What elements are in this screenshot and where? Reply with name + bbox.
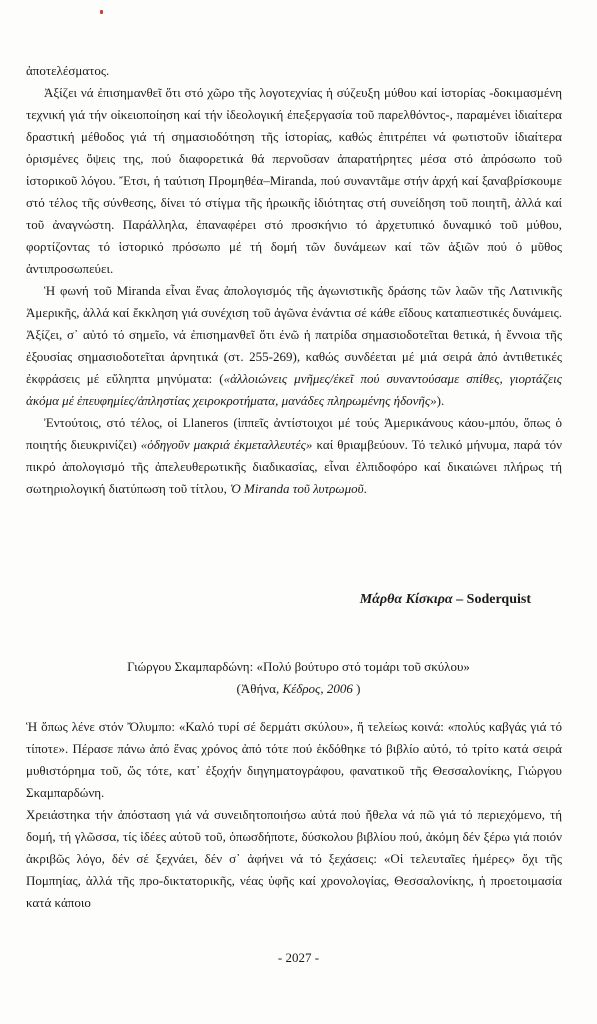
review-paragraph-2: Χρειάστηκα τήν ἀπόσταση γιά νά συνειδητοποιήσω αὐτά πού ἤθελα νά πῶ γιά τό περιεχόμενο, τή δομή, τή γλῶσσα, τίς ἰδέες αὐτοῦ τοῦ, ὁπωσδήποτε, δύσκολου βιβλίου πού, ἀκόμη δέν ξέρω γιά ποιόν ἀκριβῶς λόγο, δέν σέ ξεχνάει, δέν σ᾽ ἀφήνει νά τό ξεχάσεις: «Οἱ τελευταῖες ἡμέρες» ὄχι τῆς Πομπηίας, ἀλλά τῆς προ-δικτατορικῆς, νέας ὑφῆς καί χρονολογίας, Θεσσαλονίκης, ἡ προετοιμασία κατά κάποιο bbox=[26, 807, 562, 910]
author-name: Μάρθα Κίσκιρα bbox=[359, 592, 453, 607]
publication-place: (Ἀθήνα, bbox=[236, 681, 283, 696]
paragraph-2-text: Ἡ φωνή τοῦ Miranda εἶναι ἕνας ἀπολογισμός τῆς ἀγωνιστικῆς δράσης τῶν λαῶν τῆς Λατινικῆς Ἀμερικῆς, ἀλλά καί ἔκκληση γιά συνέχιση τοῦ ἀγῶνα ἐνάντια σέ κάθε εἴδους καταπιεστικές δυνάμεις. Ἀξίζει, σ᾽ αὐτό τό σημεῖο, νά ἐπισημανθεῖ ὅτι ἐνῶ ἡ πατρίδα σημασιοδοτεῖται θετικά, ἡ ἔννοια τῆς ἐξουσίας σημασιοδοτεῖται ἀρνητικά (στ. 255-269), καθώς συνδέεται μέ μιά σειρά ἀπό ἀντιθετικές ἐκφράσεις μέ εὔληπτα μηνύματα: ( bbox=[26, 283, 562, 386]
review-publication bbox=[0, 678, 597, 700]
poem-title: Ὁ Miranda τοῦ λυτρωμοῦ bbox=[230, 481, 364, 496]
review-text bbox=[26, 716, 562, 914]
author-affiliation: Soderquist bbox=[466, 592, 531, 607]
page-number: - 2027 - bbox=[277, 950, 320, 965]
review-title: Γιώργου Σκαμπαρδώνη: «Πολύ βούτυρο στό τομάρι τοῦ σκύλου» bbox=[127, 659, 470, 674]
quoted-phrase: «ὁδηγοῦν μακριά ἐκμεταλλευτές» bbox=[140, 437, 313, 452]
essay-text bbox=[26, 60, 562, 500]
signature-separator: – bbox=[452, 592, 467, 607]
publication-close: ) bbox=[352, 681, 361, 696]
review-paragraph-1: Ἡ ὅπως λένε στόν Ὄλυμπο: «Καλό τυρί σέ δερμάτι σκύλου», ἤ τελείως κοινά: «πολύς καβγάς γιά τό τίποτε». Πέρασε πάνω ἀπό ἕνας χρόνος ἀπό τότε πού ἐκδόθηκε τό βιβλίο αὐτό, τό τρίτο κατά σειρά μυθιστόρημα τοῦ, ὥς τότε, κατ᾽ ἐξοχήν διηγηματογράφου, φανατικοῦ τῆς Θεσσαλονίκης, Γιώργου Σκαμπαρδώνη. bbox=[26, 719, 562, 800]
publisher-year: Κέδρος, 2006 bbox=[282, 681, 353, 696]
quoted-verses: «ἀλλοιώνεις μνῆμες/ἐκεῖ πού συναντούσαμε σπίθες, γιορτάζεις ἀκόμα μέ ἐπευφημίες/ἀπληστίας χειροκροτήματα, μανάδες πληρωμένης ἡδονῆς» bbox=[26, 371, 562, 408]
author-signature bbox=[360, 592, 531, 608]
paragraph-2 bbox=[26, 280, 562, 412]
red-ink-mark bbox=[100, 10, 103, 14]
paragraph-2-end: ). bbox=[436, 393, 445, 408]
paragraph-3-end: . bbox=[363, 481, 367, 496]
paragraph-1: Ἀξίζει νά ἐπισημανθεῖ ὅτι στό χῶρο τῆς λογοτεχνίας ἡ σύζευξη μύθου καί ἱστορίας -δοκιμασμένη τεχνική γιά τήν οἰκειοποίηση καί τήν ἰδεολογική ἐπεξεργασία τοῦ παρελθόντος-, παραμένει ἰδιαίτερα δραστική μέθοδος γιά τή σημασιοδότηση τῆς ἱστορίας, καθώς ἐπιτρέπει νά φωτιστοῦν ἰδιαίτερα ὁρισμένες ὄψεις της, πού διαφορετικά θά περνοῦσαν ἀπαρατήρητες μέσα στό ἀπρόσωπο τοῦ ἱστορικοῦ λόγου. Ἔτσι, ἡ ταύτιση Προμηθέα–Miranda, πού συναντᾶμε στήν ἀρχή καί ξαναβρίσκουμε στό τέλος τῆς σύνθεσης, δίνει τό στίγμα τῆς ἡρωικῆς ἰδιότητας στή συνείδηση τοῦ ποιητῆ, ἀλλά καί τοῦ ἀναγνώστη. Παράλληλα, ἐπαναφέρει στό προσκήνιο τό ἀρχετυπικό δυναμικό τοῦ μύθου, φορτίζοντας τό ἱστορικό πρόσωπο μέ τή δομή τῶν δυνάμεων καί τῶν ἀξιῶν πού ὁ μῦθος ἀντιπροσωπεύει. bbox=[26, 85, 562, 276]
paragraph-0: ἀποτελέσματος. bbox=[26, 63, 110, 78]
paragraph-3 bbox=[26, 412, 562, 500]
paragraph-3-mid: καί θριαμβεύουν. Τό τελικό μήνυμα, παρά τόν πικρό ἀπολογισμό τῆς ἀπελευθερωτικῆς διαδικασίας, εἶναι ἐλπιδοφόρο καί δικαιώνει πλήρως τή σωτηριολογική διατύπωση τοῦ τίτλου, bbox=[26, 437, 562, 496]
paragraph-3-text: Ἐντούτοις, στό τέλος, οἱ Llaneros (ἱππεῖς ἀντίστοιχοι μέ τούς Ἀμερικάνους κάου-μπόυ, ὅπως ὁ ποιητής διευκρινίζει) bbox=[26, 415, 562, 452]
